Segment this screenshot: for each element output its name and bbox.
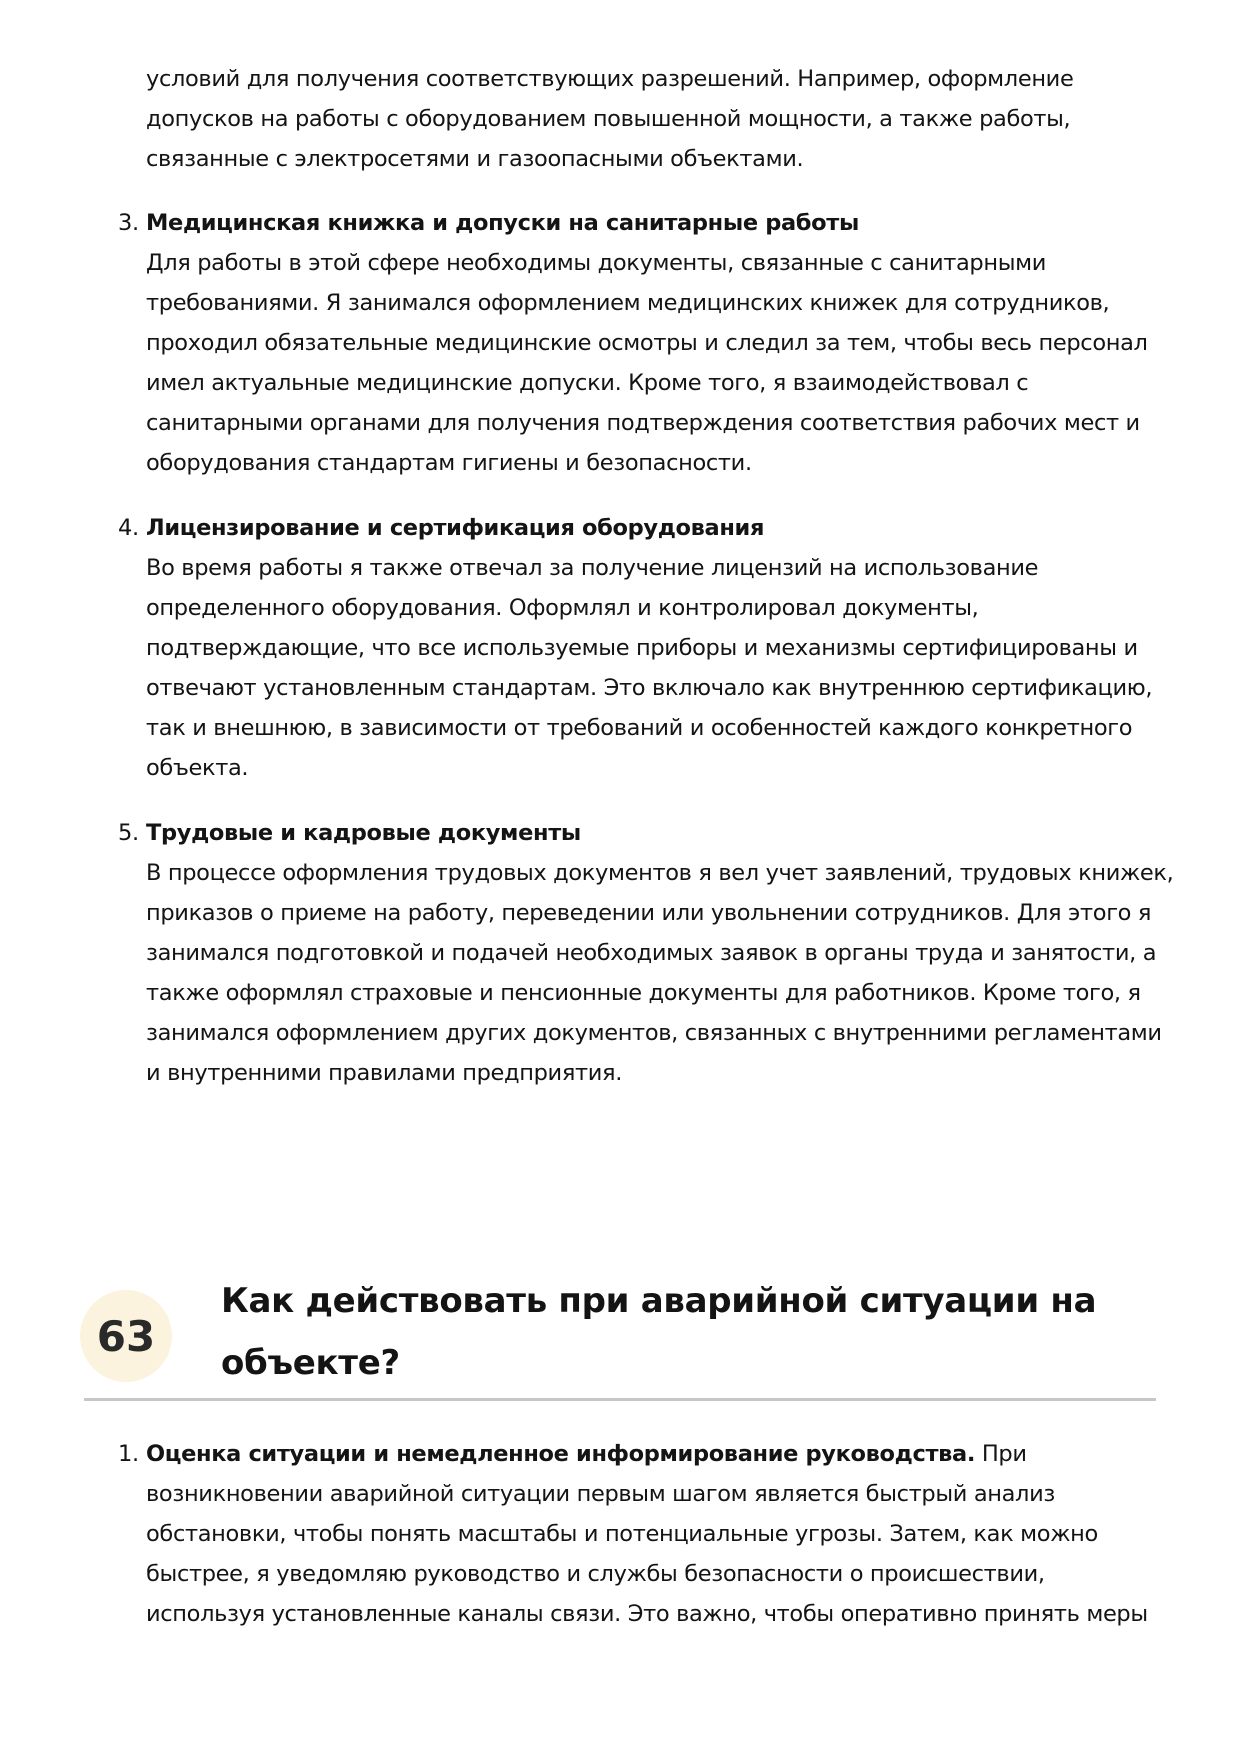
text-line: также оформлял страховые и пенсионные документы для работников. Кроме того, я (146, 980, 1141, 1006)
text-line: отвечают установленным стандартам. Это включало как внутреннюю сертификацию, (146, 675, 1153, 701)
list-item-title: Лицензирование и сертификация оборудования (146, 515, 765, 541)
text-line: Для работы в этой сфере необходимы документы, связанные с санитарными (146, 250, 1047, 276)
list-item-number: 1. (118, 1441, 139, 1467)
text-line: условий для получения соответствующих разрешений. Например, оформление (146, 66, 1074, 92)
list-item-title: Медицинская книжка и допуски на санитарные работы (146, 210, 859, 236)
text-line: допусков на работы с оборудованием повышенной мощности, а также работы, (146, 106, 1071, 132)
answer-lead-bold: Оценка ситуации и немедленное информирование руководства. (146, 1441, 976, 1467)
text-line: объекта. (146, 755, 249, 781)
text-line: возникновении аварийной ситуации первым шагом является быстрый анализ (146, 1481, 1055, 1507)
text-line: подтверждающие, что все используемые приборы и механизмы сертифицированы и (146, 635, 1138, 661)
list-item-medical-book (118, 203, 1156, 483)
answer-item-assessment (118, 1434, 1156, 1634)
list-item-title: Трудовые и кадровые документы (146, 820, 581, 846)
text-line: так и внешнюю, в зависимости от требований и особенностей каждого конкретного (146, 715, 1133, 741)
list-item-number: 4. (118, 515, 139, 541)
list-item-number: 3. (118, 210, 139, 236)
question-number-badge: 63 (80, 1290, 172, 1382)
list-item-licensing (118, 508, 1156, 788)
list-item-hr-documents (118, 813, 1174, 1093)
text-line: В процессе оформления трудовых документов я вел учет заявлений, трудовых книжек, (146, 860, 1174, 886)
list-item-number: 5. (118, 820, 139, 846)
question-heading (221, 1270, 1096, 1394)
text-line: проходил обязательные медицинские осмотры и следил за тем, чтобы весь персонал (146, 330, 1148, 356)
question-heading-line: Как действовать при аварийной ситуации на (221, 1281, 1097, 1321)
text-line: Во время работы я также отвечал за получение лицензий на использование (146, 555, 1039, 581)
text-line: оборудования стандартам гигиены и безопасности. (146, 450, 752, 476)
question-heading-line: объекте? (221, 1343, 400, 1383)
text-line: приказов о приеме на работу, переведении или увольнении сотрудников. Для этого я (146, 900, 1152, 926)
text-line: связанные с электросетями и газоопасными объектами. (146, 146, 804, 172)
answer-lead-rest: При (975, 1441, 1027, 1467)
text-line: быстрее, я уведомляю руководство и службы безопасности о происшествии, (146, 1561, 1045, 1587)
previous-item-continuation (146, 59, 1073, 179)
text-line: санитарными органами для получения подтверждения соответствия рабочих мест и (146, 410, 1140, 436)
text-line: имел актуальные медицинские допуски. Кроме того, я взаимодействовал с (146, 370, 1029, 396)
text-line: обстановки, чтобы понять масштабы и потенциальные угрозы. Затем, как можно (146, 1521, 1098, 1547)
answer-lead-line (146, 1434, 1156, 1474)
text-line: определенного оборудования. Оформлял и контролировал документы, (146, 595, 979, 621)
text-line: занимался подготовкой и подачей необходимых заявок в органы труда и занятости, а (146, 940, 1157, 966)
text-line: и внутренними правилами предприятия. (146, 1060, 623, 1086)
section-divider (84, 1398, 1156, 1401)
text-line: занимался оформлением других документов, связанных с внутренними регламентами (146, 1020, 1162, 1046)
text-line: используя установленные каналы связи. Это важно, чтобы оперативно принять меры (146, 1601, 1148, 1627)
text-line: требованиями. Я занимался оформлением медицинских книжек для сотрудников, (146, 290, 1110, 316)
